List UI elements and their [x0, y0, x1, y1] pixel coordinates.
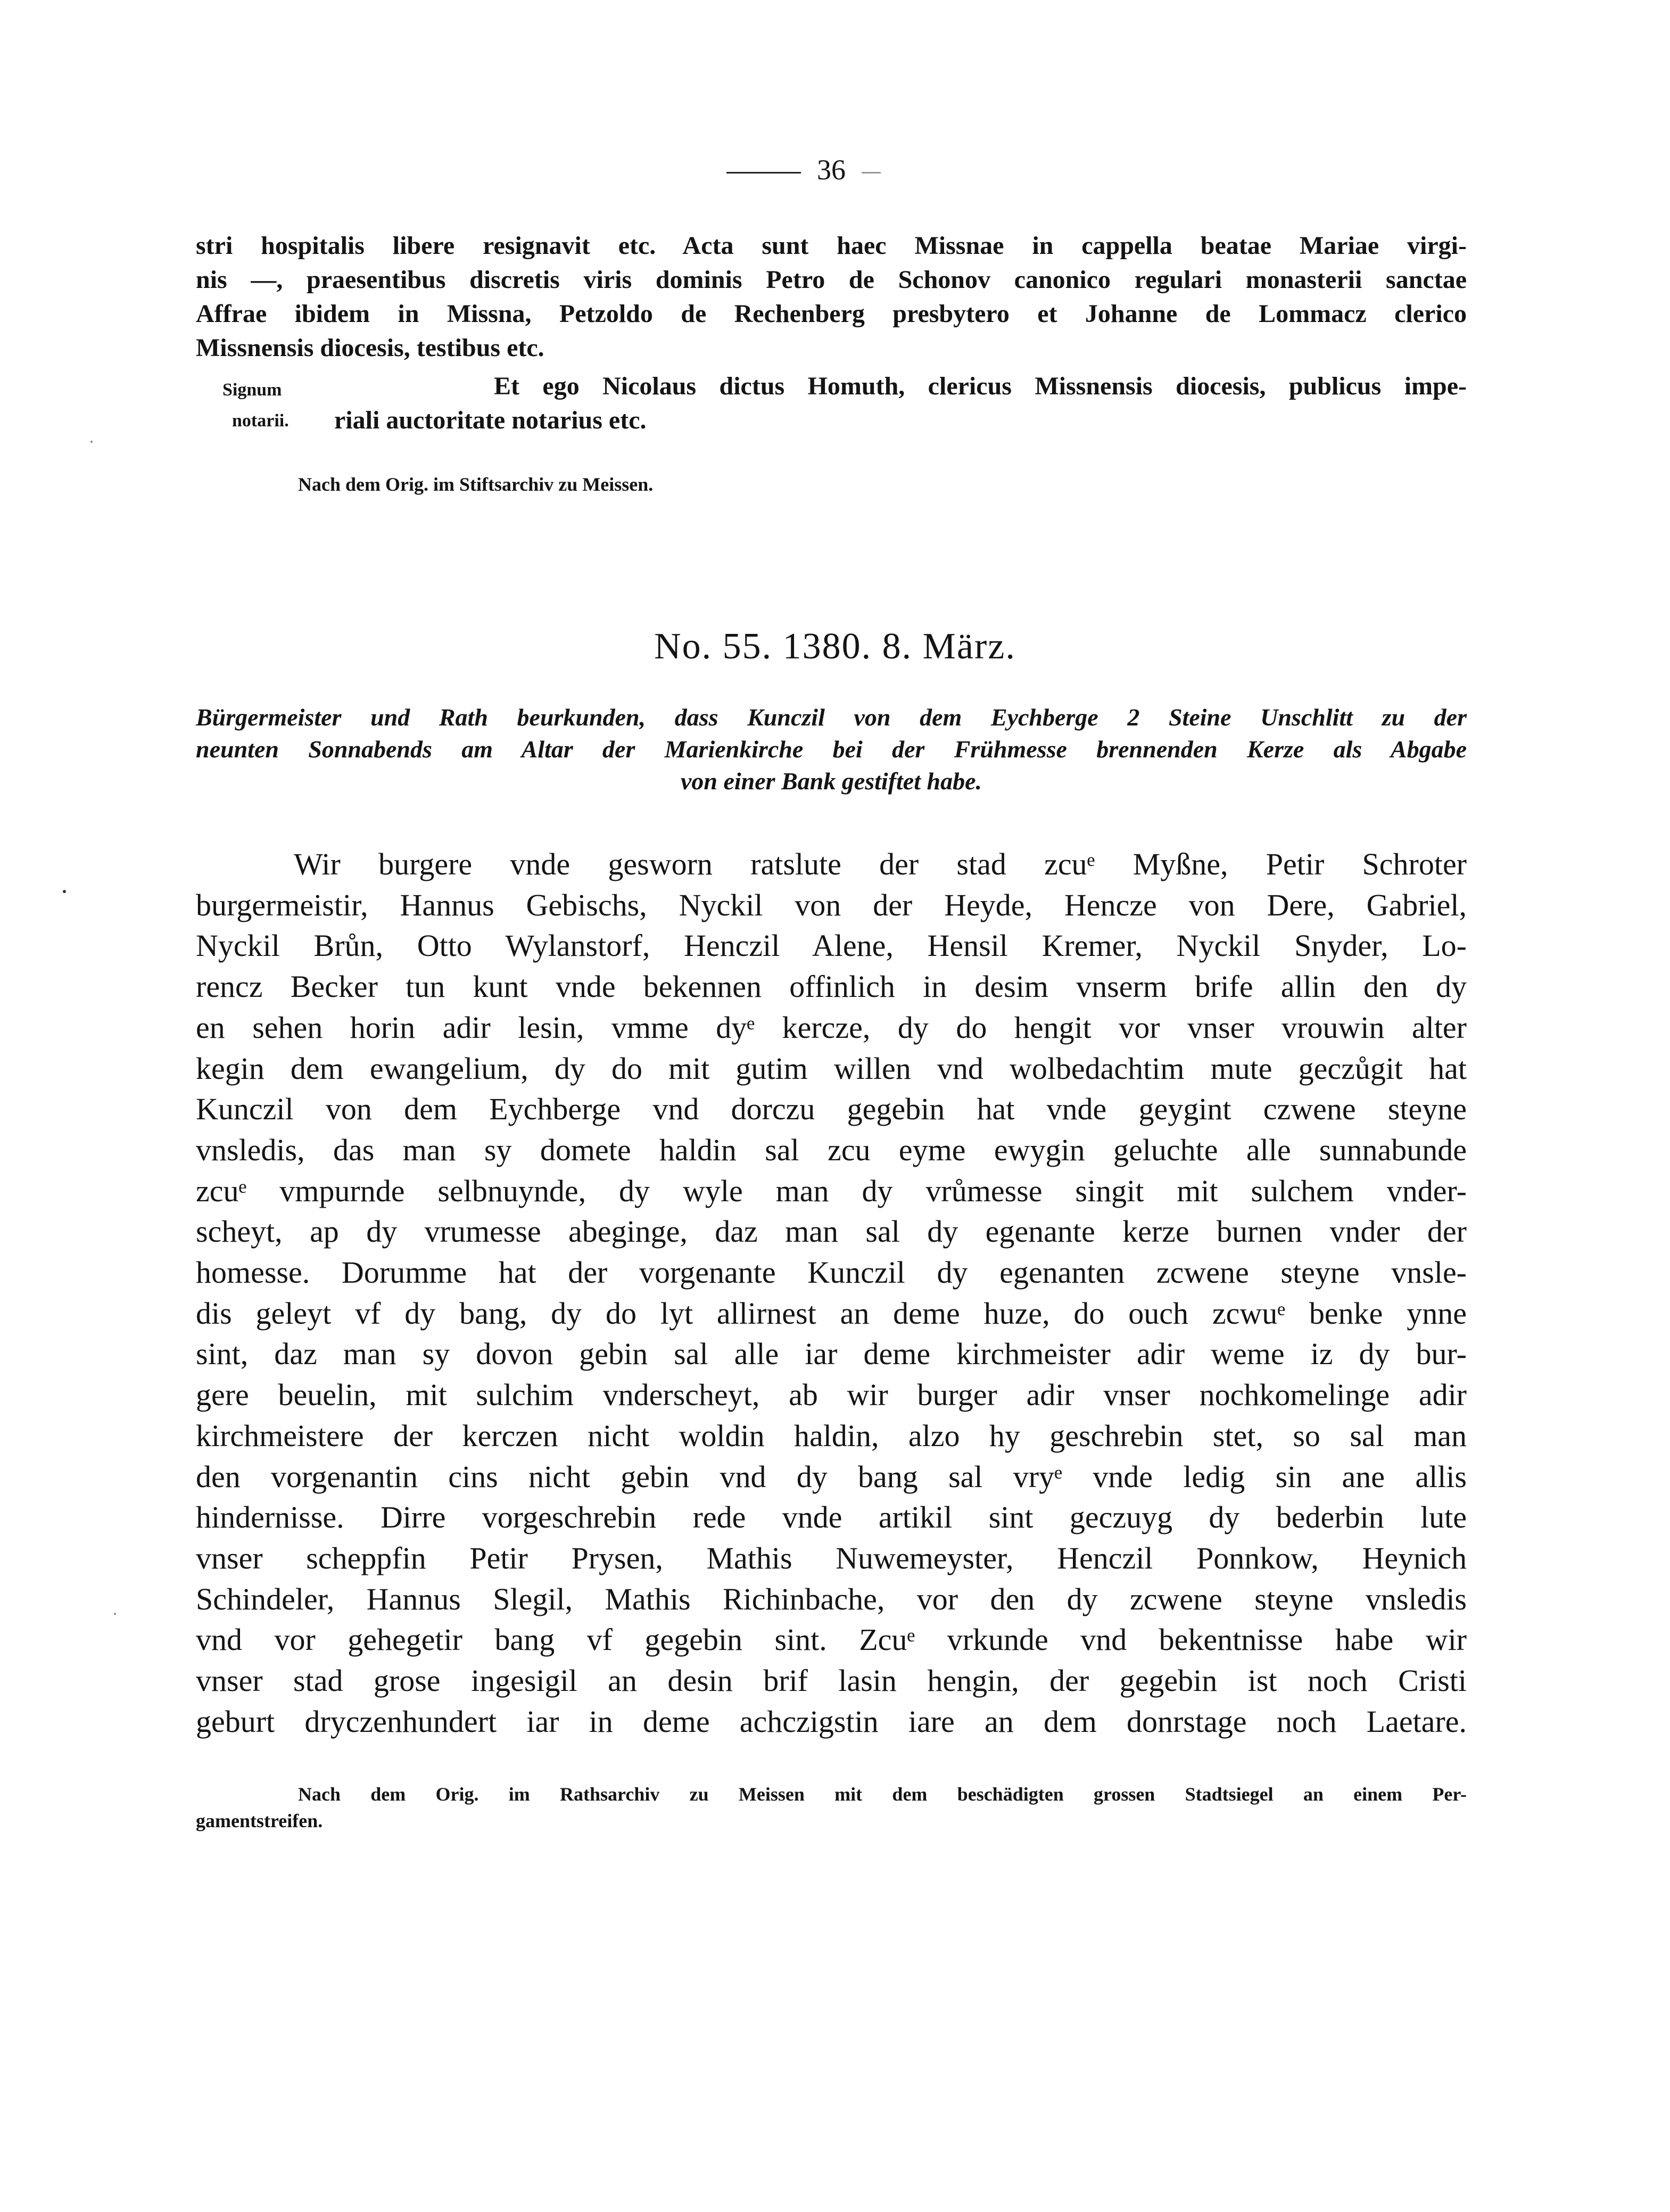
- charter-line: vnser stad grose ingesigil an desin brif lasin hengin, der gegebin ist noch Cristi: [196, 1663, 1467, 1698]
- charter-line: zcuᵉ vmpurnde selbnuynde, dy wyle man dy vrůmesse singit mit sulchem vnder-: [196, 1173, 1467, 1208]
- source-note-line: Nach dem Orig. im Rathsarchiv zu Meissen mit dem beschädigten grossen Stadtsiegel an einem Per-: [298, 1784, 1467, 1805]
- latin-line: Affrae ibidem in Missna, Petzoldo de Rechenberg presbytero et Johanne de Lommacz clerico: [196, 300, 1467, 328]
- charter-line: en sehen horin adir lesin, vmme dyᵉ kercze, dy do hengit vor vnser vrouwin alter: [196, 1010, 1467, 1045]
- charter-line: hindernisse. Dirre vorgeschrebin rede vnde artikil sint geczuyg dy bederbin lute: [196, 1500, 1467, 1535]
- regest-line: von einer Bank gestiftet habe.: [680, 767, 982, 795]
- print-speck: [90, 441, 93, 443]
- page-number-header: [692, 151, 915, 188]
- preceding-document-text: [196, 229, 1467, 365]
- charter-line: kirchmeistere der kerczen nicht woldin haldin, alzo hy geschrebin stet, so sal man: [196, 1418, 1467, 1453]
- charter-line: Wir burgere vnde gesworn ratslute der stad zcuᵉ Myßne, Petir Schroter: [294, 847, 1467, 881]
- notary-line: Et ego Nicolaus dictus Homuth, clericus Missnensis diocesis, publicus impe-: [494, 372, 1467, 400]
- charter-line: homesse. Dorumme hat der vorgenante Kunczil dy egenanten zcwene steyne vnsle-: [196, 1255, 1467, 1290]
- header-rule-left: [726, 172, 801, 174]
- charter-line: burgermeistir, Hannus Gebischs, Nyckil von der Heyde, Hencze von Dere, Gabriel,: [196, 887, 1467, 922]
- regest-line: neunten Sonnabends am Altar der Marienkirche bei der Frühmesse brennenden Kerze als Abgabe: [196, 736, 1467, 763]
- charter-line: den vorgenantin cins nicht gebin vnd dy bang sal vryᵉ vnde ledig sin ane allis: [196, 1459, 1467, 1494]
- source-note-line: gamentstreifen.: [196, 1810, 323, 1831]
- charter-line: vnsledis, das man sy domete haldin sal zcu eyme ewygin geluchte alle sunnabunde: [196, 1132, 1467, 1167]
- document-heading: No. 55. 1380. 8. März.: [654, 626, 1016, 667]
- regest-line: Bürgermeister und Rath beurkunden, dass Kunczil von dem Eychberge 2 Steine Unschlitt zu der: [196, 704, 1467, 731]
- charter-line: sint, daz man sy dovon gebin sal alle iar deme kirchmeister adir weme iz dy bur-: [196, 1336, 1467, 1372]
- charter-line: Kunczil von dem Eychberge vnd dorczu gegebin hat vnde geygint czwene steyne: [196, 1092, 1467, 1127]
- charter-line: gere beuelin, mit sulchim vnderscheyt, ab wir burger adir vnser nochkomelinge adir: [196, 1377, 1467, 1413]
- source-note-stiftsarchiv: Nach dem Orig. im Stiftsarchiv zu Meissen.: [298, 474, 654, 495]
- page-number: 36: [817, 154, 846, 186]
- notary-line: riali auctoritate notarius etc.: [334, 406, 647, 434]
- charter-line: Nyckil Brůn, Otto Wylanstorf, Henczil Alene, Hensil Kremer, Nyckil Snyder, Lo-: [196, 928, 1467, 963]
- charter-line: vnd vor gehegetir bang vf gegebin sint. Zcuᵉ vrkunde vnd bekentnisse habe wir: [196, 1622, 1467, 1657]
- charter-line: kegin dem ewangelium, dy do mit gutim willen vnd wolbedachtim mute geczůgit hat: [196, 1051, 1467, 1086]
- charter-line: Schindeler, Hannus Slegil, Mathis Richinbache, vor den dy zcwene steyne vnsledis: [196, 1581, 1467, 1616]
- latin-line: Missnensis diocesis, testibus etc.: [196, 334, 544, 362]
- latin-line: stri hospitalis libere resignavit etc. Acta sunt haec Missnae in cappella beatae Mariae virgi-: [196, 232, 1467, 260]
- signum-label-line: Signum: [222, 380, 282, 400]
- charter-text: [196, 844, 1467, 1742]
- print-speck: [114, 1613, 116, 1615]
- charter-line: dis geleyt vf dy bang, dy do lyt allirnest an deme huze, do ouch zcwuᵉ benke ynne: [196, 1295, 1467, 1331]
- source-note-rathsarchiv: [196, 1781, 1467, 1834]
- charter-line: scheyt, ap dy vrumesse abeginge, daz man sal dy egenante kerze burnen vnder der: [196, 1214, 1467, 1249]
- signum-label-line: notarii.: [232, 411, 289, 431]
- header-rule-right: [862, 172, 881, 174]
- print-speck: [63, 890, 66, 893]
- latin-line: nis —, praesentibus discretis viris dominis Petro de Schonov canonico regulari monasterii sanctae: [196, 266, 1467, 294]
- charter-line: vnser scheppfin Petir Prysen, Mathis Nuwemeyster, Henczil Ponnkow, Heynich: [196, 1540, 1467, 1575]
- notary-text: [334, 369, 1467, 438]
- charter-line: rencz Becker tun kunt vnde bekennen offinlich in desim vnserm brife allin den dy: [196, 969, 1467, 1004]
- charter-line: geburt dryczenhundert iar in deme achczigstin iare an dem donrstage noch Laetare.: [196, 1704, 1467, 1739]
- signum-notarii-label: [222, 375, 289, 436]
- document-regest: [196, 701, 1467, 797]
